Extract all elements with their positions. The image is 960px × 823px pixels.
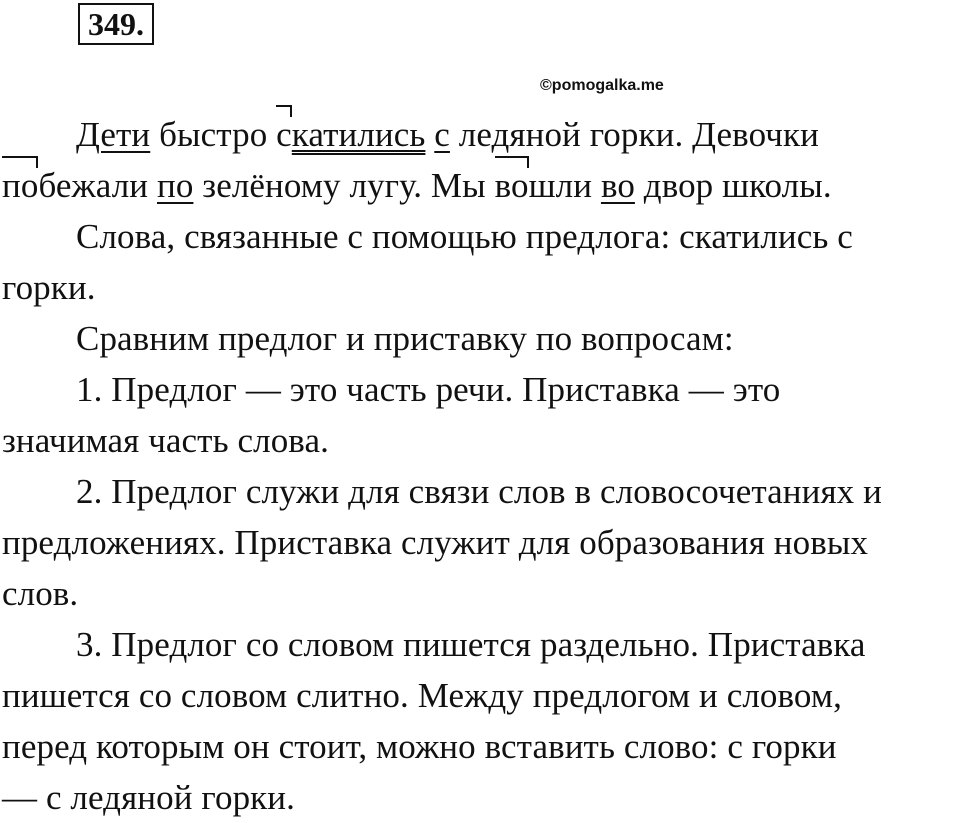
- text-line-3: Слова, связанные с помощью предлога: скатились с: [76, 217, 853, 256]
- text-line-1: Дети быстро скатились с ледяной горки. Девочки: [2, 109, 958, 160]
- text-line-5: Сравним предлог и приставку по вопросам:: [76, 319, 734, 358]
- text-line-8: 2. Предлог служи для связи слов в словосочетаниях и: [76, 472, 882, 511]
- text-line-14: — с ледяной горки.: [2, 778, 295, 817]
- text-line-12: пишется со словом слитно. Между предлогом и словом,: [2, 676, 842, 715]
- text-line-7: значимая часть слова.: [2, 421, 329, 460]
- prefix-mark: во: [495, 160, 529, 211]
- prefix-mark: по: [2, 160, 38, 211]
- text-line-9: предложениях. Приставка служит для образования новых: [2, 523, 869, 562]
- preposition-word: по: [157, 166, 194, 205]
- exercise-number: 349.: [78, 3, 154, 45]
- prefix-mark: с: [276, 109, 292, 160]
- preposition-word: во: [600, 166, 635, 205]
- predicate-word: скатились: [276, 115, 425, 154]
- subject-word: Дети: [76, 115, 151, 154]
- text-line-10: слов.: [2, 574, 79, 613]
- text-line-2: побежали по зелёному лугу. Мы вошли во двор школы.: [2, 160, 958, 211]
- text-line-4: горки.: [2, 268, 96, 307]
- text-line-6: 1. Предлог — это часть речи. Приставка — это: [76, 370, 781, 409]
- watermark: ©pomogalka.me: [540, 77, 664, 94]
- text-line-13: перед которым он стоит, можно вставить слово: с горки: [2, 727, 837, 766]
- text-line-11: 3. Предлог со словом пишется раздельно. Приставка: [76, 625, 866, 664]
- answer-text: [2, 109, 958, 823]
- preposition-word: с: [434, 115, 450, 154]
